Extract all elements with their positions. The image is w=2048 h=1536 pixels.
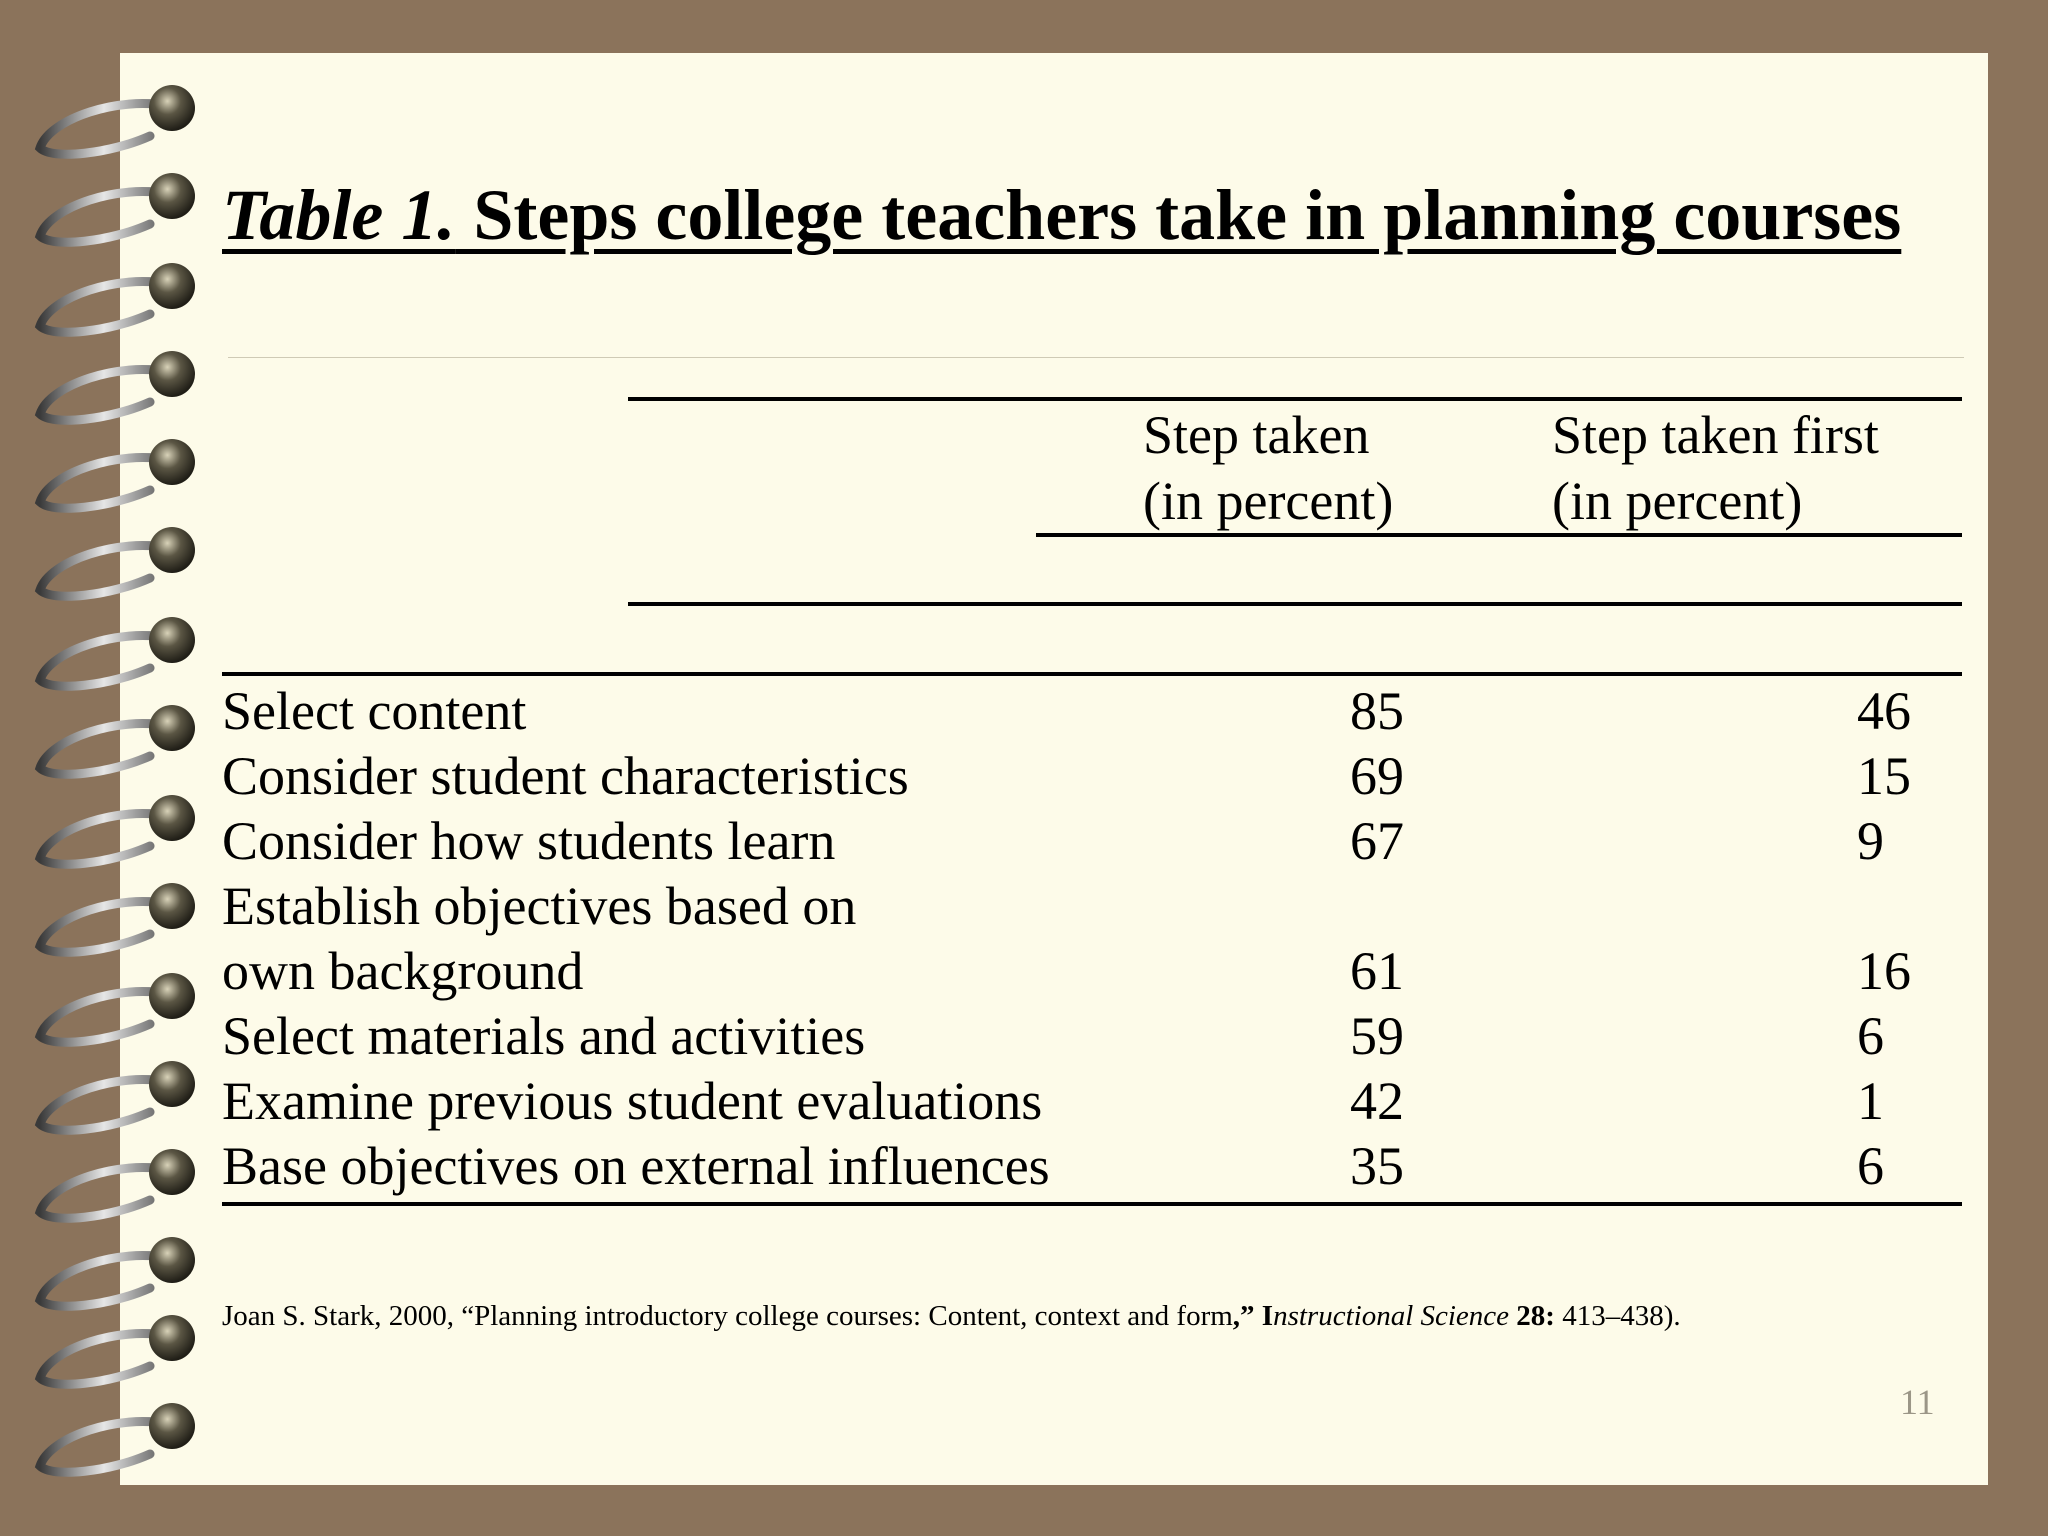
row-step-taken: 69 [1350, 746, 1404, 806]
row-step-taken: 42 [1350, 1071, 1404, 1131]
binding-ring [40, 1149, 195, 1218]
body-top-rule [222, 672, 1962, 676]
ring-wire [40, 192, 168, 243]
row-label: Consider student characteristics [222, 746, 909, 806]
divider [228, 357, 1964, 358]
row-label: own background [222, 941, 584, 1001]
row-step-taken-first: 16 [1857, 941, 1911, 1001]
ring-wire [40, 636, 168, 687]
ring-hole [149, 617, 195, 663]
ring-wire [40, 1256, 168, 1307]
header-step-taken-first [1552, 402, 1879, 534]
header-underline [1036, 533, 1962, 537]
ring-wire [40, 1168, 168, 1219]
spiral-binding [0, 0, 220, 1536]
ring-wire [40, 370, 168, 421]
ring-hole [149, 351, 195, 397]
ring-wire [40, 546, 168, 597]
binding-ring [40, 705, 195, 774]
binding-ring [40, 1403, 195, 1472]
row-label: Base objectives on external influences [222, 1136, 1050, 1196]
ring-wire [40, 992, 168, 1043]
table-bottom-rule [222, 1202, 1962, 1206]
ring-hole [149, 795, 195, 841]
row-step-taken-first: 15 [1857, 746, 1911, 806]
ring-hole [149, 1403, 195, 1449]
row-step-taken-first: 46 [1857, 681, 1911, 741]
ring-hole [149, 263, 195, 309]
citation-volume: 28: [1509, 1300, 1555, 1332]
ring-hole [149, 1061, 195, 1107]
ring-wire [40, 104, 168, 155]
binding-ring [40, 527, 195, 596]
ring-hole [149, 973, 195, 1019]
binding-ring [40, 1237, 195, 1306]
ring-wire [40, 724, 168, 775]
ring-hole [149, 85, 195, 131]
ring-hole [149, 1237, 195, 1283]
ring-wire [40, 282, 168, 333]
ring-hole [149, 705, 195, 751]
slide-title [222, 170, 1952, 260]
binding-ring [40, 173, 195, 242]
citation-quote-mark: ,” I [1232, 1300, 1274, 1332]
binding-ring [40, 795, 195, 864]
ring-hole [149, 1315, 195, 1361]
ring-wire [40, 814, 168, 865]
binding-ring [40, 1061, 195, 1130]
header-step-taken-line1: Step taken [1143, 405, 1370, 465]
binding-ring [40, 351, 195, 420]
header-step-taken-line2: (in percent) [1143, 471, 1394, 531]
ring-wire [40, 1334, 168, 1385]
title-text: Steps college teachers take in planning courses [455, 175, 1902, 255]
binding-ring [40, 263, 195, 332]
binding-ring [40, 1315, 195, 1384]
table-top-rule [628, 397, 1962, 401]
row-label: Select materials and activities [222, 1006, 866, 1066]
citation-pages: 413–438). [1554, 1300, 1681, 1332]
row-step-taken-first: 6 [1857, 1006, 1884, 1066]
ring-wire [40, 458, 168, 509]
binding-ring [40, 439, 195, 508]
citation-journal: nstructional Science [1273, 1300, 1510, 1332]
header-bottom-rule [628, 602, 1962, 606]
binding-ring [40, 617, 195, 686]
ring-hole [149, 1149, 195, 1195]
ring-hole [149, 439, 195, 485]
row-step-taken: 61 [1350, 941, 1404, 1001]
row-step-taken: 67 [1350, 811, 1404, 871]
row-step-taken-first: 1 [1857, 1071, 1884, 1131]
row-step-taken-first: 9 [1857, 811, 1884, 871]
row-step-taken: 35 [1350, 1136, 1404, 1196]
binding-ring [40, 973, 195, 1042]
title-table-label: Table 1. [222, 175, 456, 255]
row-step-taken-first: 6 [1857, 1136, 1884, 1196]
ring-wire [40, 1080, 168, 1131]
page-number: 11 [1900, 1382, 1935, 1422]
row-step-taken: 85 [1350, 681, 1404, 741]
citation-text: Joan S. Stark, 2000, “Planning introductory college courses: Content, context and form [222, 1300, 1233, 1332]
citation [222, 1298, 1681, 1334]
ring-hole [149, 883, 195, 929]
binding-ring [40, 883, 195, 952]
ring-wire [40, 902, 168, 953]
ring-wire [40, 1422, 168, 1473]
ring-hole [149, 527, 195, 573]
row-label: Establish objectives based on [222, 876, 857, 936]
row-label: Select content [222, 681, 527, 741]
header-step-taken-first-line2: (in percent) [1552, 471, 1803, 531]
ring-hole [149, 173, 195, 219]
binding-ring [40, 85, 195, 154]
row-label: Examine previous student evaluations [222, 1071, 1043, 1131]
header-step-taken [1143, 402, 1393, 534]
header-step-taken-first-line1: Step taken first [1552, 405, 1879, 465]
row-step-taken: 59 [1350, 1006, 1404, 1066]
row-label: Consider how students learn [222, 811, 836, 871]
